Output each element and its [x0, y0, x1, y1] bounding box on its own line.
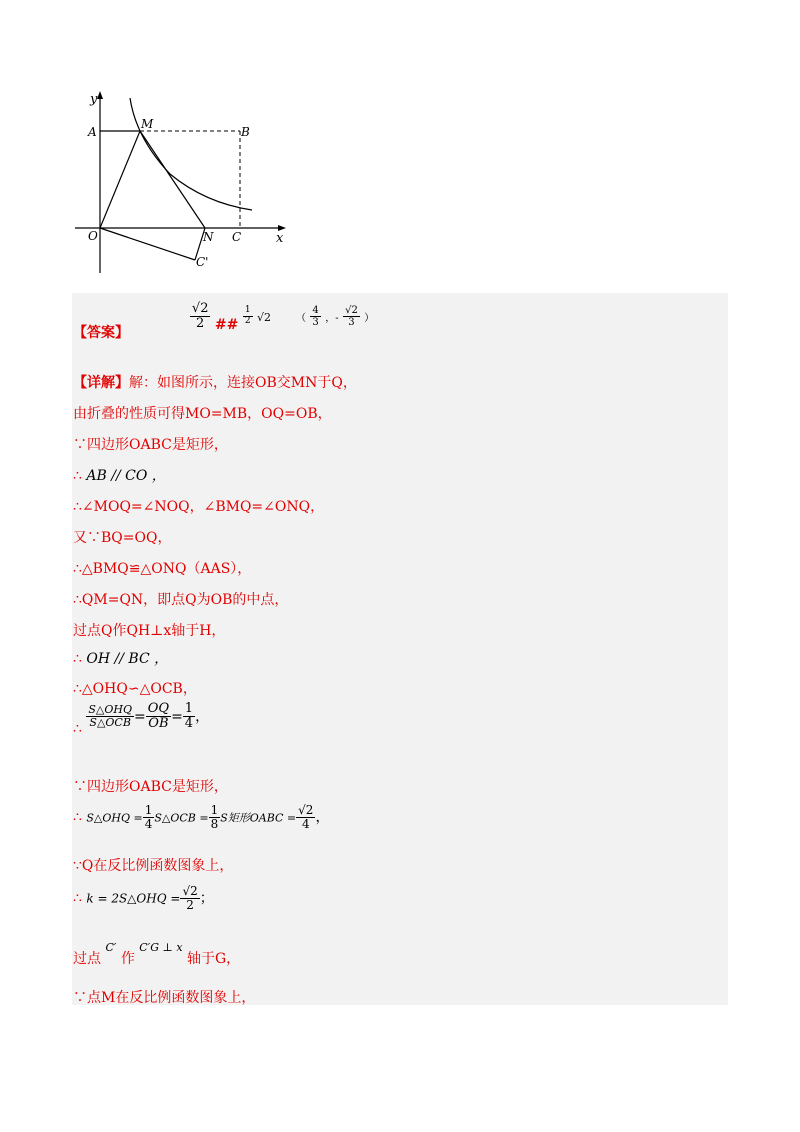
detail-12-frac-3-den: 4	[184, 716, 194, 732]
detail-text-13: ∵四边形OABC是矩形，	[73, 779, 228, 795]
detail-14-frac-1-den: 4	[144, 817, 153, 832]
label-x: x	[276, 231, 284, 246]
detail-line-13	[73, 776, 228, 796]
segment-om	[100, 131, 140, 228]
detail-line-18	[73, 987, 255, 1007]
detail-16-frac-den: 2	[186, 898, 194, 913]
detail-line-12: ∴ $\frac{\text{S△OHQ}}{\text{S△OCB}}$ = $\frac{OQ}{OB}$ = $\frac{1}{4}$ ，	[73, 701, 210, 737]
detail-12-frac-3-num: 1	[184, 701, 194, 716]
detail-17-b: 作	[120, 951, 135, 967]
detail-14-frac-2-den: 8	[210, 817, 219, 832]
detail-12-tail: ，	[195, 708, 210, 725]
label-a: A	[88, 125, 97, 139]
label-y: y	[90, 92, 98, 107]
detail-line-15	[73, 855, 233, 875]
detail-sym-4: ∴	[73, 468, 82, 484]
detail-text-9: 过点Q作QH⊥x轴于H，	[73, 623, 226, 639]
label-n: N	[203, 230, 214, 244]
detail-text-11: ∴△OHQ∽△OCB，	[73, 681, 197, 697]
detail-line-10	[73, 648, 168, 668]
detail-line-5	[73, 496, 324, 516]
detail-text-2: 由折叠的性质可得MO=MB，OQ=OB，	[73, 406, 332, 422]
detail-line-2	[73, 403, 332, 423]
detail-line-14	[73, 804, 329, 831]
detail-text-1: 解：如图所示，连接OB交MN于Q，	[129, 375, 357, 391]
geometry-figure	[70, 88, 300, 278]
detail-14-frac-1	[143, 804, 155, 831]
answer-separator: ##	[214, 316, 239, 333]
answer-3-x	[310, 305, 320, 328]
detail-text-5: ∴∠MOQ=∠NOQ，∠BMQ=∠ONQ，	[73, 499, 325, 515]
detail-12-frac-1-den: S△OCB	[89, 716, 131, 730]
detail-text-4: AB // CO ，	[86, 468, 166, 484]
detail-text-3: ∵四边形OABC是矩形，	[73, 437, 228, 453]
detail-text-10: OH // BC ，	[86, 651, 169, 667]
detail-14-b: S△OCB =	[154, 811, 209, 825]
answer-3-x-num: 4	[312, 305, 319, 317]
detail-14-frac-3-num: √2	[298, 803, 314, 817]
detail-16-tail: ；	[199, 890, 214, 907]
detail-tag: 【详解】	[73, 375, 129, 391]
detail-12-frac-1	[86, 704, 134, 729]
answer-3-x-den: 3	[312, 317, 319, 329]
answer-tag: 【答案】	[73, 324, 129, 341]
detail-14-frac-3	[296, 804, 315, 831]
detail-12-frac-1-num: S△OHQ	[88, 703, 132, 717]
detail-line-17	[73, 940, 241, 967]
detail-text-6: 又∵BQ=OQ，	[73, 530, 172, 546]
answer-2-den: 2	[244, 316, 251, 327]
label-o: O	[88, 229, 98, 243]
detail-sym-14: ∴	[73, 809, 82, 826]
label-m: M	[141, 117, 154, 131]
answer-3-y-den: 3	[348, 317, 355, 329]
answer-3-comma: ，-	[325, 312, 339, 324]
label-b: B	[241, 125, 250, 139]
detail-17-cp: C′	[105, 941, 117, 954]
answer-1	[190, 302, 211, 332]
detail-14-frac-3-den: 4	[301, 817, 310, 832]
answer-1-den: 2	[196, 316, 205, 332]
detail-17-a: 过点	[73, 951, 101, 967]
hyperbola-curve	[130, 98, 252, 210]
segment-oc-prime	[100, 228, 195, 260]
detail-17-c: 轴于G，	[186, 951, 241, 967]
detail-14-c: S矩形OABC =	[220, 811, 297, 825]
detail-text-8: ∴QM=QN，即点Q为OB的中点，	[73, 592, 289, 608]
detail-line-9	[73, 620, 225, 640]
detail-line-16	[73, 885, 214, 912]
answer-2-num: 1	[244, 305, 251, 316]
detail-12-frac-2	[146, 702, 171, 732]
detail-12-frac-2-num: OQ	[147, 701, 170, 716]
detail-line-8	[73, 589, 288, 609]
detail-16-a: k = 2S△OHQ =	[86, 891, 181, 906]
detail-line-1	[73, 372, 357, 392]
detail-line-6	[73, 527, 171, 547]
detail-line-3	[73, 434, 228, 454]
detail-12-frac-3	[183, 702, 195, 732]
answer-line	[73, 301, 375, 341]
label-c: C	[232, 230, 242, 244]
answer-1-num: √2	[191, 301, 209, 316]
detail-sym-12: ∴	[73, 720, 82, 737]
detail-sym-10: ∴	[73, 651, 82, 667]
detail-text-7: ∴△BMQ≌△ONQ（AAS），	[73, 561, 252, 577]
answer-3-open: （	[295, 312, 306, 324]
detail-14-tail: ，	[315, 809, 330, 826]
answer-3-y-num: √2	[345, 305, 358, 317]
detail-12-frac-2-den: OB	[148, 716, 169, 732]
detail-16-frac	[180, 885, 199, 912]
detail-14-a: S△OHQ =	[86, 811, 143, 825]
detail-text-18: ∵点M在反比例函数图象上，	[73, 990, 256, 1006]
detail-14-frac-2	[209, 804, 221, 831]
detail-line-4	[73, 465, 166, 485]
y-axis-arrow	[97, 91, 103, 99]
segment-mn	[140, 131, 205, 228]
detail-text-15: ∵Q在反比例函数图象上，	[73, 858, 234, 874]
detail-sym-16: ∴	[73, 890, 82, 907]
detail-17-expr: C′G ⊥ x	[139, 941, 183, 954]
detail-line-7	[73, 558, 251, 578]
detail-14-frac-2-num: 1	[210, 803, 219, 817]
answer-2-tail: √2	[257, 310, 272, 324]
answer-3-close: ）	[364, 312, 375, 324]
label-c-prime: C'	[196, 255, 209, 269]
detail-line-11	[73, 678, 197, 698]
answer-2	[243, 306, 253, 327]
detail-16-frac-num: √2	[182, 884, 198, 898]
answer-3-y	[343, 305, 360, 328]
detail-14-frac-1-num: 1	[144, 803, 153, 817]
